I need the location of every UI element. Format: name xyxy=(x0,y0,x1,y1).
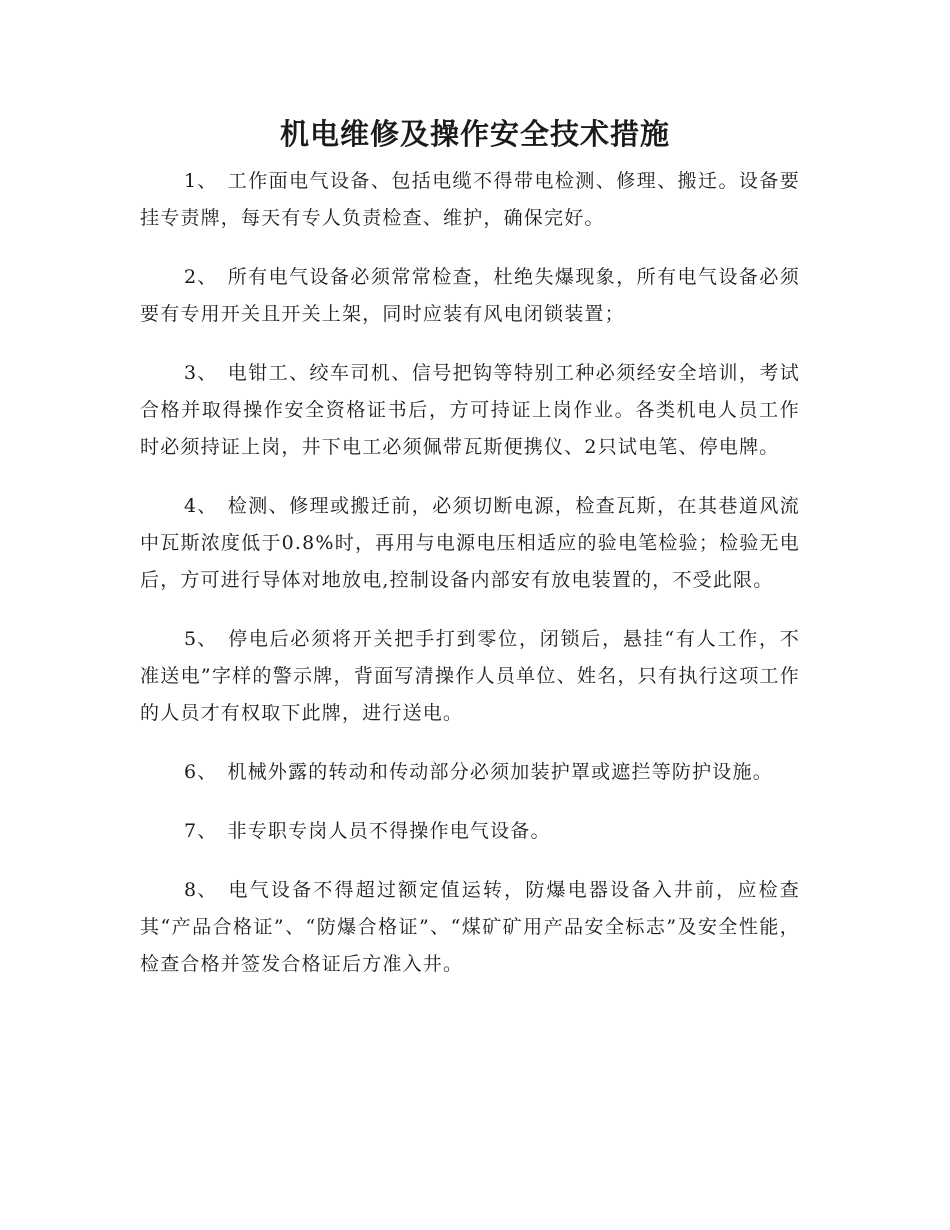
list-item xyxy=(140,488,800,599)
item-text: 停电后必须将开关把手打到零位，闭锁后，悬挂“有人工作，不准送电”字样的警示牌，背面写清操作人员单位、姓名，只有执行这项工作的人员才有权取下此牌，进行送电。 xyxy=(140,628,800,724)
item-number: 3、 xyxy=(184,362,218,384)
document-body xyxy=(140,163,800,1005)
item-number: 8、 xyxy=(184,879,218,901)
list-item xyxy=(140,259,800,333)
list-item xyxy=(140,621,800,732)
list-item xyxy=(140,163,800,237)
item-text: 电气设备不得超过额定值运转，防爆电器设备入井前，应检查其“产品合格证”、“防爆合格证”、“煤矿矿用产品安全标志”及安全性能，检查合格并签发合格证后方准入井。 xyxy=(140,879,800,975)
item-text: 电钳工、绞车司机、信号把钩等特别工种必须经安全培训，考试合格并取得操作安全资格证书后，方可持证上岗作业。各类机电人员工作时必须持证上岗，井下电工必须佩带瓦斯便携仪、2只试电笔、停电牌。 xyxy=(140,362,800,458)
item-number: 6、 xyxy=(184,761,218,783)
item-text: 所有电气设备必须常常检查，杜绝失爆现象，所有电气设备必须要有专用开关且开关上架，同时应装有风电闭锁装置； xyxy=(140,266,800,325)
list-item xyxy=(140,754,800,791)
item-text: 机械外露的转动和传动部分必须加装护罩或遮拦等防护设施。 xyxy=(227,761,773,783)
item-number: 4、 xyxy=(184,495,218,517)
page-title: 机电维修及操作安全技术措施 xyxy=(279,117,670,151)
item-text: 检测、修理或搬迁前，必须切断电源，检查瓦斯，在其巷道风流中瓦斯浓度低于0.8%时，再用与电源电压相适应的验电笔检验；检验无电后，方可进行导体对地放电,控制设备内部安有放电装置的，不受此限。 xyxy=(140,495,800,591)
item-number: 2、 xyxy=(184,266,218,288)
list-item xyxy=(140,813,800,850)
list-item xyxy=(140,355,800,466)
item-number: 7、 xyxy=(184,820,218,842)
item-number: 5、 xyxy=(184,628,218,650)
item-number: 1、 xyxy=(184,170,218,192)
item-text: 非专职专岗人员不得操作电气设备。 xyxy=(227,820,551,842)
list-item xyxy=(140,872,800,983)
item-text: 工作面电气设备、包括电缆不得带电检测、修理、搬迁。设备要挂专责牌，每天有专人负责检查、维护，确保完好。 xyxy=(140,170,800,229)
